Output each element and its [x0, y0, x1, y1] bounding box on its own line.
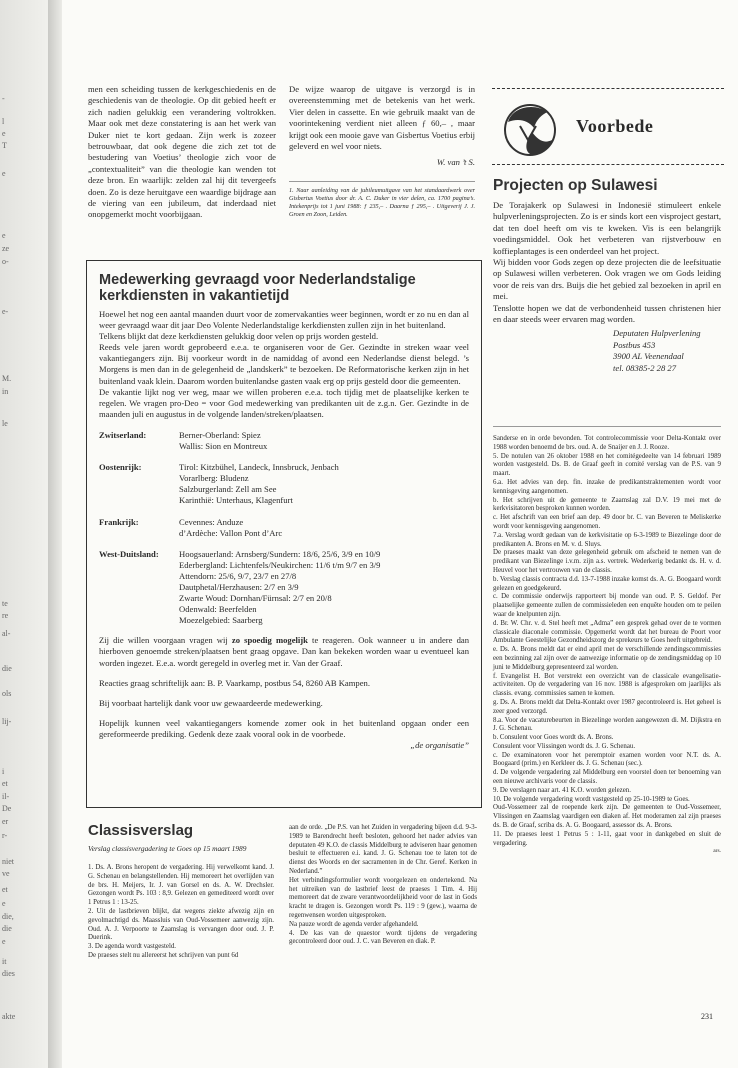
notice-paragraph: Hoewel het nog een aantal maanden duurt voor de zomervakanties weer beginnen, wordt er zo nu en dan al weer gevraagd waar dit jaar Deo Volente Nederlandstalige kerkdiensten zullen zijn in het buitenland.	[99, 309, 469, 331]
previous-page-text: al-	[2, 629, 11, 638]
classis-continuation	[493, 426, 721, 978]
report-paragraph: 11. De praeses leest 1 Petrus 5 : 1-11, gaat voor in dankgebed en sluit de vergadering.	[493, 830, 721, 847]
article-column-2	[289, 84, 475, 219]
projects-paragraph: De Torajakerk op Sulawesi in Indonesië stimuleert enkele hulpverleningsprojecten. Zo is er sinds kort een visproject gestart, dat ten doel heeft om vis te kweken. Vis is een belangrijk voedingsmiddel. Ook het verbeteren van rijstverbouw en koffieplantages is een onderdeel van het project.	[493, 200, 721, 256]
classis-title: Classisverslag	[88, 822, 194, 839]
previous-page-text: et	[2, 885, 8, 894]
previous-page-text: le	[2, 419, 8, 428]
notice-paragraph: Zij die willen voorgaan vragen wij zo spoedig mogelijk te reageren. Ook wanneer u in andere dan hierboven genoemde streken/plaatsen bent graag opgave. Dan kan bekeken worden waar u eventueel kan worden ingezet. E.e.a. wordt geregeld in overleg met ir. Van der Graaf.	[99, 635, 470, 668]
projects-text	[493, 200, 721, 374]
report-paragraph: Na pauze wordt de agenda verder afgehandeld.	[289, 920, 419, 928]
previous-page-text: in	[2, 387, 9, 396]
article-paragraph: De wijze waarop de uitgave is verzorgd is in overeenstemming met de betekenis van het werk. Vier delen in cassette. En wie gebruik maakt van de voorintekening verdient niet alleen ƒ 60,– , maar krijgt ook een mooie gave van Gisbertus Voetius erbij geleverd en wel voor niets.	[289, 84, 475, 152]
previous-page-text: r-	[2, 831, 8, 840]
page-number: 231	[701, 1012, 713, 1021]
country-name: Frankrijk:	[99, 516, 139, 527]
notice-title: Medewerking gevraagd voor Nederlandstalige kerkdiensten in vakantietijd	[99, 272, 416, 304]
article-column-1	[88, 84, 276, 221]
country-row	[99, 517, 469, 539]
classis-column-right	[289, 824, 477, 947]
previous-page-text: i	[2, 767, 5, 776]
report-paragraph: d. Br. W. Chr. v. d. Stel heeft met „Adma” een gesprek gehad over de te vormen classicale diaconale commissie. Opgemerkt wordt dat het bureau de Poort voor Ambulante Geestelijke Gezondheidszorg de sprekeurs te Goes heeft uitgebreid.	[493, 619, 721, 645]
projects-paragraph: Wij bidden voor Gods zegen op deze projecten die de leefsituatie op Sulawesi willen verbeteren. Ook vragen we om Gods leiding voor de reis van drs. Buijs die het gebied zal bezoeken in april en mei.	[493, 257, 721, 302]
previous-page-text: ze	[2, 244, 10, 253]
country-list	[99, 430, 469, 626]
report-paragraph: 2. Uit de lastbrieven blijkt, dat wegens ziekte afwezig zijn en gevolmachtigd ds. Maassluis van Oud-Vossemeer aanwezig zijn. Oud. A. J. Verpoorte te Zaamslag is vervangen door oud. J. P. Duerink.	[88, 907, 274, 942]
country-row	[99, 462, 469, 506]
previous-page-text: die	[2, 924, 12, 933]
previous-page-text: e	[2, 937, 6, 946]
previous-page-text: e	[2, 169, 6, 178]
previous-page-text: lij-	[2, 717, 12, 726]
continuation-signature: ars.	[713, 848, 721, 855]
report-paragraph: Oud-Vossemeer zal de roepende kerk zijn. De gemeenten te Oud-Vossemeer, Vlissingen en Zaamslag vaardigen een diaken af. Het moderamen zal zijn praeses ds. B. de Graaf, scriba ds. A. G. Boogaard, assessor ds. A. Brons.	[493, 804, 721, 830]
previous-page-text: -	[2, 94, 5, 103]
previous-page-text: l	[2, 117, 5, 126]
report-paragraph: b. Het schrijven uit de gemeente te Zaamslag zal D.V. 19 mei met de kerkvisitatoren besproken kunnen worden.	[493, 496, 721, 513]
report-paragraph: Het verbindingsformulier wordt voorgelezen en ondertekend. Na het uitreiken van de lastbrief leest de praeses 1 Tim. 4. Hij memoreert dat de zware verantwoordelijkheid voor de last in Gods kracht te dragen is. Gezongen wordt Ps. 119 : 9 (gew.), waarna de regenwensen worden uitgesproken.	[289, 876, 477, 919]
projects-title: Projecten op Sulawesi	[493, 177, 658, 194]
previous-page-text: it	[2, 957, 7, 966]
contact-line: Reacties graag schriftelijk aan: B. P. Vaarkamp, postbus 54, 8260 AB Kampen.	[99, 677, 370, 688]
report-paragraph: aan de orde. „De P.S. van het Zuiden in vergadering bijeen d.d. 9-3-1989 te Barendrecht heeft besloten, gehoord het nader advies van deputaten 49 K.O. de classis Middelburg te adviseren haar genomen besluit te effectueren e.i. kand. J. G. Schenau toe te laten tot de dienst des Woords en der sacramenten in de Chr. Geref. Kerken in Nederland.”	[289, 824, 477, 875]
notice-paragraph: Bij voorbaat hartelijk dank voor uw gewaardeerde medewerking.	[99, 697, 323, 708]
emphasis: zo spoedig mogelijk	[231, 635, 308, 646]
country-name: Oostenrijk:	[99, 462, 142, 473]
report-paragraph: c. De examinatoren voor het peremptoir examen worden voor N.T. ds. A. Boogaard (prim.) en Kerkleer ds. J. G. Schenau (sec.).	[493, 751, 721, 768]
praying-hands-icon	[498, 100, 562, 160]
notice-box	[86, 260, 482, 808]
country-row	[99, 549, 469, 627]
report-paragraph: c. Het afschrift van een brief aan dep. 49 door br. C. van Beveren te Meliskerke wordt voor kennisgeving aangenomen.	[493, 514, 721, 530]
previous-page-text: et	[2, 779, 8, 788]
country-row	[99, 430, 469, 452]
country-places: Hoogsauerland: Arnsberg/Sundern: 18/6, 25/6, 3/9 en 10/9 Ederbergland: Lichtenfels/Neukirchen: 11/6 t/m 9/7 en 3/9 Attendorn: 25/6, 9/7, 23/7 en 27/8 Dautphetal/Herzhausen: 2/7 en 3/9 Zwarte Woud: Dornhan/Fürnsal: 2/7 en 20/8 Odenwald: Beerfelden Moezelgebied: Saarberg	[179, 548, 381, 626]
notice-paragraph: Hopelijk kunnen veel vakantiegangers komende zomer ook in het buitenland opgaan onder een gereformeerde prediking. Gedenk deze zaak vooral ook in de voorbede.	[99, 717, 469, 739]
previous-page-text: ols	[2, 689, 12, 698]
projects-address: Deputaten Hulpverlening Postbus 453 3900 AL Veenendaal tel. 08385-2 28 27	[613, 328, 701, 373]
footnote: 1. Naar aanleiding van de jubileumuitgave van het standaardwerk over Gisbertus Voetius door dr. A. C. Duker in vier delen, ca. 1700 pagina’s. Intekenprijs tot 1 juni 1988: ƒ 235,– . Daarna ƒ 295,– . Uitgeverij J. J. Groen en Zoon, Leiden.	[289, 181, 475, 219]
previous-page-text: niet	[2, 857, 14, 866]
previous-page-text: re	[2, 611, 9, 620]
country-places: Berner-Oberland: Spiez Wallis: Sion en Montreux	[179, 429, 268, 452]
report-paragraph: 9. De verslagen naar art. 41 K.O. worden gelezen.	[493, 786, 631, 794]
report-paragraph: 1. Ds. A. Brons heropent de vergadering. Hij verwelkomt kand. J. G. Schenau en belangstellenden. Hij memoreert het overlijden van de brs. H. Meijers, Ir. J. van Gorsel en ds. A. W. Drechsler. Gezongen wordt Ps. 103 : 8,9. Gelezen en gemediteerd wordt over 1 Petrus 1 : 13-25.	[88, 864, 274, 907]
report-paragraph: De praeses stelt nu allereerst het schrijven van punt 6d	[88, 951, 239, 959]
country-places: Tirol: Kitzbühel, Landeck, Innsbruck, Jenbach Vorarlberg: Bludenz Salzburgerland: Zell am See Karinthië: Unterhaus, Klagenfurt	[179, 462, 339, 506]
notice-paragraph: Telkens blijkt dat deze kerkdiensten gelukkig door velen op prijs worden gesteld.	[99, 331, 379, 342]
report-paragraph: 10. De volgende vergadering wordt vastgesteld op 25-10-1989 te Goes.	[493, 795, 690, 803]
report-paragraph: 6.a. Het advies van dep. fin. inzake de predikantstraktementen wordt voor kennisgeving aangenomen.	[493, 478, 721, 495]
previous-page-text: er	[2, 817, 9, 826]
previous-page-text: De	[2, 804, 12, 813]
article-paragraph: men een scheiding tussen de kerkgeschiedenis en de geschiedenis van de theologie. Op dit gebied heeft er zich nadien gelukkig een verandering voltrokken. Maar ook met deze constatering is aan het werk van Duker niet te kort gedaan. Zijn werk is zozeer betrouwbaar, dat ook degene die zich zet tot de bestudering van Voetius’ theologie zich voor de „contextualiteit” van die theologie kan wenden tot deze bron. En waarlijk: zelden zal hij dit tevergeefs doen. Zo is deze heruitgave een waardige bijdrage aan de viering van een jubileum, dat inderdaad niet onopgemerkt mocht voorbijgaan.	[88, 84, 276, 220]
voorbede-header	[492, 88, 724, 166]
classis-subtitle: Verslag classisvergadering te Goes op 15 maart 1989	[88, 844, 247, 853]
report-paragraph: 7.a. Verslag wordt gedaan van de kerkvisitatie op 6-3-1989 te Biezelinge door de predikanten A. Brons en M. v. d. Sluys.	[493, 531, 721, 548]
country-name: West-Duitsland:	[99, 548, 159, 559]
report-paragraph: b. Verslag classis contracta d.d. 13-7-1988 inzake komst ds. A. G. Boogaard wordt gelezen en goedgekeurd.	[493, 575, 721, 592]
report-paragraph: f. Evangelist H. Bot verstrekt een overzicht van de classicale evangelisatie-activiteiten. Op de vergadering van 16 nov. 1988 is afgesproken om jaarlijks als classis. evang. commissies samen te komen.	[493, 672, 721, 698]
previous-page-text: o-	[2, 257, 9, 266]
previous-page-text: dies	[2, 969, 15, 978]
previous-page-text: die	[2, 664, 12, 673]
report-paragraph: Consulent voor Vlissingen wordt ds. J. G. Schenau.	[493, 742, 636, 750]
classis-continuation-text	[493, 427, 721, 848]
report-paragraph: d. De volgende vergadering zal Middelburg een voorstel doen ter benoeming van een nieuwe archivaris voor de classis.	[493, 769, 721, 786]
previous-page-text: e-	[2, 307, 9, 316]
classis-column-left	[88, 864, 274, 961]
report-paragraph: c. De commissie onderwijs rapporteert bij monde van oud. P. S. Geldof. Per plaatselijke gemeente zullen de commissieleden een enquête houden om te peilen waar de knelpunten zijn.	[493, 593, 721, 618]
report-paragraph: 4. De kas van de quaestor wordt tijdens de vergadering gecontroleerd door oud. J. C. van Beveren en diak. P.	[289, 929, 477, 946]
report-paragraph: 5. De notulen van 26 oktober 1988 en het comitégedeelte van 14 februari 1989 worden vastgesteld. Ds. B. de Graaf geeft in comité verslag van de P.S. van 9 maart.	[493, 452, 721, 478]
previous-page-text: e	[2, 129, 6, 138]
previous-page-text: M.	[2, 374, 12, 383]
previous-page-text: e	[2, 899, 6, 908]
report-paragraph: e. Ds. A. Brons meldt dat er eind april met de verschillende zendingscommissies een bezinning zal zijn over de aanwezige informatie op de zendingsmiddag op 10 juni te Middelburg gepresenteerd zal worden.	[493, 646, 721, 671]
notice-paragraph: Reeds vele jaren wordt geprobeerd e.e.a. te organiseren voor de Ger. Gezindte in streken waar veel vakantiegangers zijn. Bij voorkeur wordt in de namiddag of avond een Nederlandse dienst belegd. ’s Morgens is men dan in de gelegenheid de „landskerk” te bezoeken. De Reformatorische kerken zijn in het buitenland vaak klein. Daarom worden buitenlandse gasten vaak erg op prijs gesteld door die gemeenten.	[99, 342, 469, 386]
article-signature: W. van ’t S.	[436, 157, 475, 168]
report-paragraph: 3. De agenda wordt vastgesteld.	[88, 943, 177, 951]
report-paragraph: De praeses maakt van deze gelegenheid gebruik om afscheid te nemen van de predikant van Biezelinge i.v.m. zijn a.s. vertrek. Wederkerig bedankt ds. H. v. d. Heuvel voor het vertrouwen van de classis.	[493, 549, 721, 574]
notice-signature: „de organisatie”	[410, 740, 469, 750]
report-paragraph: b. Consulent voor Goes wordt ds. A. Brons.	[493, 734, 614, 742]
dashed-rule	[492, 164, 724, 165]
country-name: Zwitserland:	[99, 429, 147, 440]
report-paragraph: Sanderse en in orde bevonden. Tot controlecommissie voor Delta-Kontakt over 1988 worden benoemd de brs. oud. A. de Snaijer en J. J. Rooze.	[493, 435, 721, 451]
dashed-rule	[492, 88, 724, 89]
previous-page-text: die,	[2, 912, 14, 921]
country-places: Cevennes: Anduze d’Ardèche: Vallon Pont d’Arc	[179, 516, 283, 538]
previous-page-text: te	[2, 599, 8, 608]
previous-page-text: akte	[2, 1012, 16, 1021]
voorbede-title: Voorbede	[576, 116, 654, 136]
previous-page-text: T	[2, 141, 7, 150]
previous-page-text: ve	[2, 869, 10, 878]
previous-page-text: il-	[2, 792, 10, 801]
report-paragraph: 8.a. Voor de vacaturebeurten in Biezelinge worden aangewezen di. M. Dijkstra en J. G. Schenau.	[493, 716, 721, 733]
report-paragraph: g. Ds. A. Brons meldt dat Delta-Kontakt over 1987 gecontroleerd is. Het geheel is zeer goed verzorgd.	[493, 698, 721, 715]
previous-page-text: e	[2, 231, 6, 240]
notice-paragraph: De vakantie lijkt nog ver weg, maar we willen proberen e.e.a. toch tijdig met de plaatselijke kerken te regelen. We vragen pro-Deo = voor God medewerking van predikanten uit de z.g.n. Ger. Gezindte in de maanden juli en augustus in de volgende landen/streken/plaatsen.	[99, 386, 469, 419]
projects-paragraph: Tenslotte hopen we dat de verbondenheid tussen christenen hier en daar steeds weer ervaren mag worden.	[493, 302, 721, 325]
